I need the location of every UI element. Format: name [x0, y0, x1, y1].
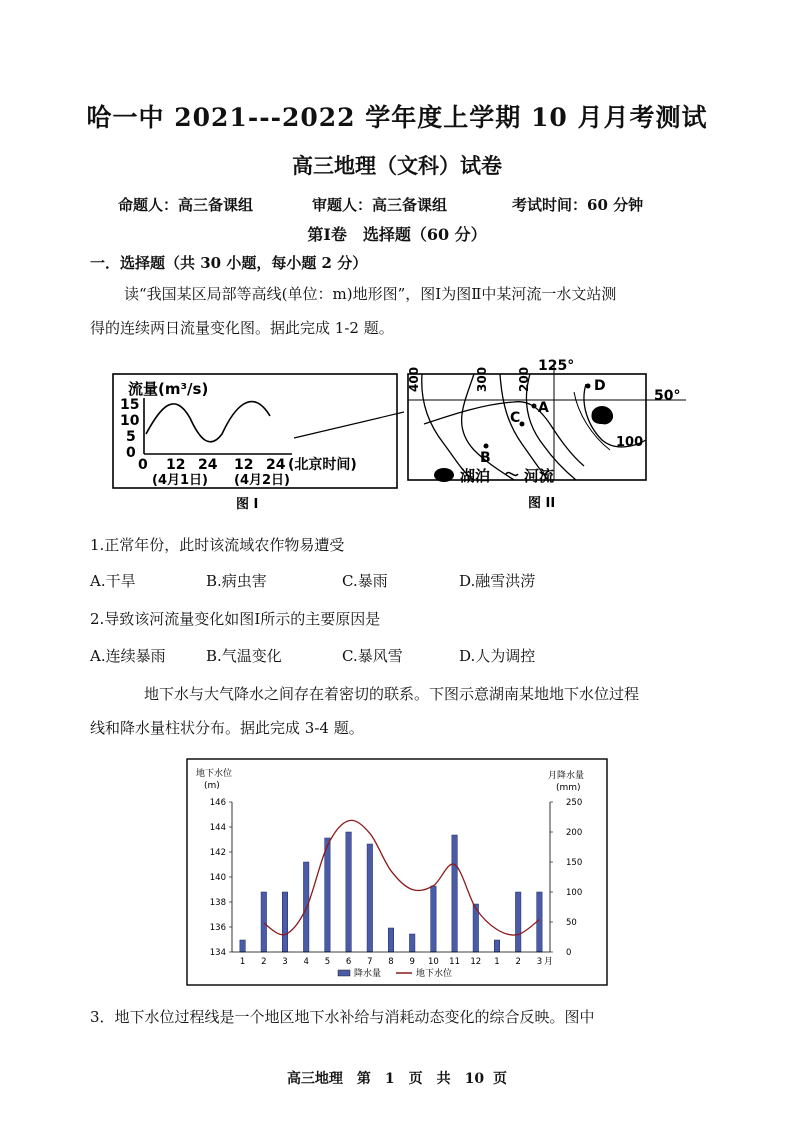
setter: 命题人：高三备课组	[118, 196, 254, 214]
x-tick-label: 10	[427, 957, 439, 967]
rain-bar	[431, 886, 437, 952]
x-tick-label: 1	[494, 957, 500, 967]
q2-option-d[interactable]: D.人为调控	[459, 647, 536, 665]
legend-groundwater-label: 地下水位	[416, 969, 453, 979]
rain-bar	[388, 928, 394, 952]
q2-option-c[interactable]: C.暴风雪	[342, 647, 403, 665]
page-footer: 高三地理 第 1 页 共 10 页	[286, 1071, 508, 1087]
reviewer: 审题人：高三备课组	[312, 196, 448, 214]
right-axis-label: 月降水量	[548, 771, 585, 781]
rain-bar	[261, 892, 267, 952]
left-tick-label: 142	[209, 848, 226, 858]
part-heading: 第Ⅰ卷 选择题（60 分）	[307, 225, 487, 244]
x-tick-label: 4	[303, 957, 309, 967]
fig1-xtick: 24	[198, 457, 218, 473]
intro1-line1: 读“我国某区局部等高线(单位：m)地形图”，图Ⅰ为图Ⅱ中某河流一水文站测	[124, 285, 617, 303]
right-tick-label: 150	[566, 858, 583, 868]
q1-option-b[interactable]: B.病虫害	[206, 572, 267, 590]
left-axis-unit: (m)	[204, 781, 220, 791]
fig1-ylabel: 流量(m³/s)	[128, 380, 209, 398]
fig1-flow-curve	[146, 402, 270, 442]
x-tick-label: 1	[239, 957, 246, 967]
x-tick-label: 11	[449, 957, 461, 967]
x-tick-label: 2	[261, 957, 267, 967]
exam-time: 考试时间：60 分钟	[512, 196, 644, 214]
legend-rain-swatch	[338, 970, 350, 976]
x-tick-label: 3	[282, 957, 288, 967]
x-tick-label: 12	[470, 957, 482, 967]
fig1-caption: 图 I	[236, 497, 259, 512]
x-tick-label: 2	[515, 957, 521, 967]
groundwater-rainfall-chart	[186, 758, 608, 986]
rain-bar	[494, 940, 500, 952]
question-3-stem: 3．地下水位过程线是一个地区地下水补给与消耗动态变化的综合反映。图中	[90, 1008, 595, 1026]
fig1-xunit: (北京时间)	[288, 457, 357, 473]
left-tick-label: 136	[209, 923, 226, 933]
rain-bar	[325, 838, 331, 952]
contour-label: 200	[517, 366, 531, 392]
intro2-line2: 线和降水量柱状分布。据此完成 3-4 题。	[90, 719, 364, 737]
legend-river-label: 河流	[524, 467, 555, 485]
question-1-stem: 1.正常年份，此时该流域农作物易遭受	[90, 536, 345, 554]
fig1-ytick: 0	[126, 445, 136, 461]
fig1-ytick: 5	[126, 429, 136, 445]
right-tick-label: 200	[566, 828, 583, 838]
x-tick-label: 6	[345, 957, 352, 967]
intro2-line1: 地下水与大气降水之间存在着密切的联系。下图示意湖南某地地下水位过程	[144, 685, 640, 703]
legend-lake-icon	[434, 468, 454, 482]
rain-bar	[537, 892, 543, 952]
x-axis-unit: 月	[544, 957, 554, 967]
fig2-caption: 图 II	[528, 496, 556, 511]
fig1-ytick: 15	[120, 397, 140, 413]
longitude-label: 125°	[538, 358, 575, 374]
x-tick-label: 5	[324, 957, 331, 967]
left-tick-label: 146	[209, 798, 226, 808]
right-tick-label: 0	[566, 948, 572, 958]
left-tick-label: 134	[209, 948, 226, 958]
contour-label: 300	[475, 366, 489, 392]
q1-option-a[interactable]: A.干旱	[90, 572, 136, 590]
q1-option-c[interactable]: C.暴雨	[342, 572, 388, 590]
fig1-xtick: 24	[266, 457, 286, 473]
rain-bar	[452, 835, 458, 952]
point-label: C	[510, 410, 521, 426]
lake-shape	[591, 406, 613, 424]
exam-title: 哈一中 2021---2022 学年度上学期 10 月月考测试	[86, 103, 708, 132]
point-label: A	[538, 400, 549, 416]
figure-1-flow-graph	[112, 368, 404, 512]
river-line	[424, 402, 584, 466]
right-tick-label: 50	[566, 918, 577, 928]
legend-lake-label: 湖泊	[460, 467, 491, 485]
x-tick-label: 3	[536, 957, 543, 967]
intro1-line2: 得的连续两日流量变化图。据此完成 1-2 题。	[90, 319, 394, 337]
contour-label: 400	[407, 366, 421, 392]
fig1-date1: (4月1日)	[152, 473, 208, 488]
legend-rain-label: 降水量	[354, 969, 382, 979]
exam-subtitle: 高三地理（文科）试卷	[292, 153, 502, 178]
right-tick-label: 250	[566, 798, 583, 808]
left-tick-label: 140	[209, 873, 226, 883]
right-tick-label: 100	[566, 888, 583, 898]
x-tick-label: 7	[367, 957, 373, 967]
legend-river-icon	[506, 473, 518, 476]
q2-option-a[interactable]: A.连续暴雨	[90, 647, 166, 665]
left-tick-label: 144	[209, 823, 226, 833]
left-tick-label: 138	[209, 898, 226, 908]
fig1-date2: (4月2日)	[234, 473, 290, 488]
figure-2-contour-map	[404, 354, 694, 514]
section-heading: 一．选择题（共 30 小题，每小题 2 分）	[90, 254, 368, 272]
fig1-xtick: 12	[234, 457, 254, 473]
rain-bar	[240, 940, 246, 952]
x-tick-label: 9	[409, 957, 415, 967]
fig1-ytick: 10	[120, 413, 140, 429]
connector-line	[294, 412, 404, 438]
point-label: B	[480, 450, 491, 466]
q1-option-d[interactable]: D.融雪洪涝	[459, 572, 536, 590]
right-axis-unit: (mm)	[556, 783, 581, 793]
rain-bar	[367, 844, 373, 952]
rain-bar	[346, 832, 352, 952]
rain-bar	[282, 892, 288, 952]
rain-bar	[515, 892, 521, 952]
question-2-stem: 2.导致该河流量变化如图Ⅰ所示的主要原因是	[90, 610, 381, 628]
contour-label: 100	[616, 435, 644, 450]
fig1-xtick: 0	[138, 457, 148, 473]
fig1-xtick: 12	[166, 457, 186, 473]
rain-bar	[409, 934, 415, 952]
q2-option-b[interactable]: B.气温变化	[206, 647, 282, 665]
left-axis-label: 地下水位	[196, 769, 233, 779]
x-tick-label: 8	[388, 957, 394, 967]
point-label: D	[594, 378, 606, 394]
latitude-label: 50°	[654, 388, 681, 404]
